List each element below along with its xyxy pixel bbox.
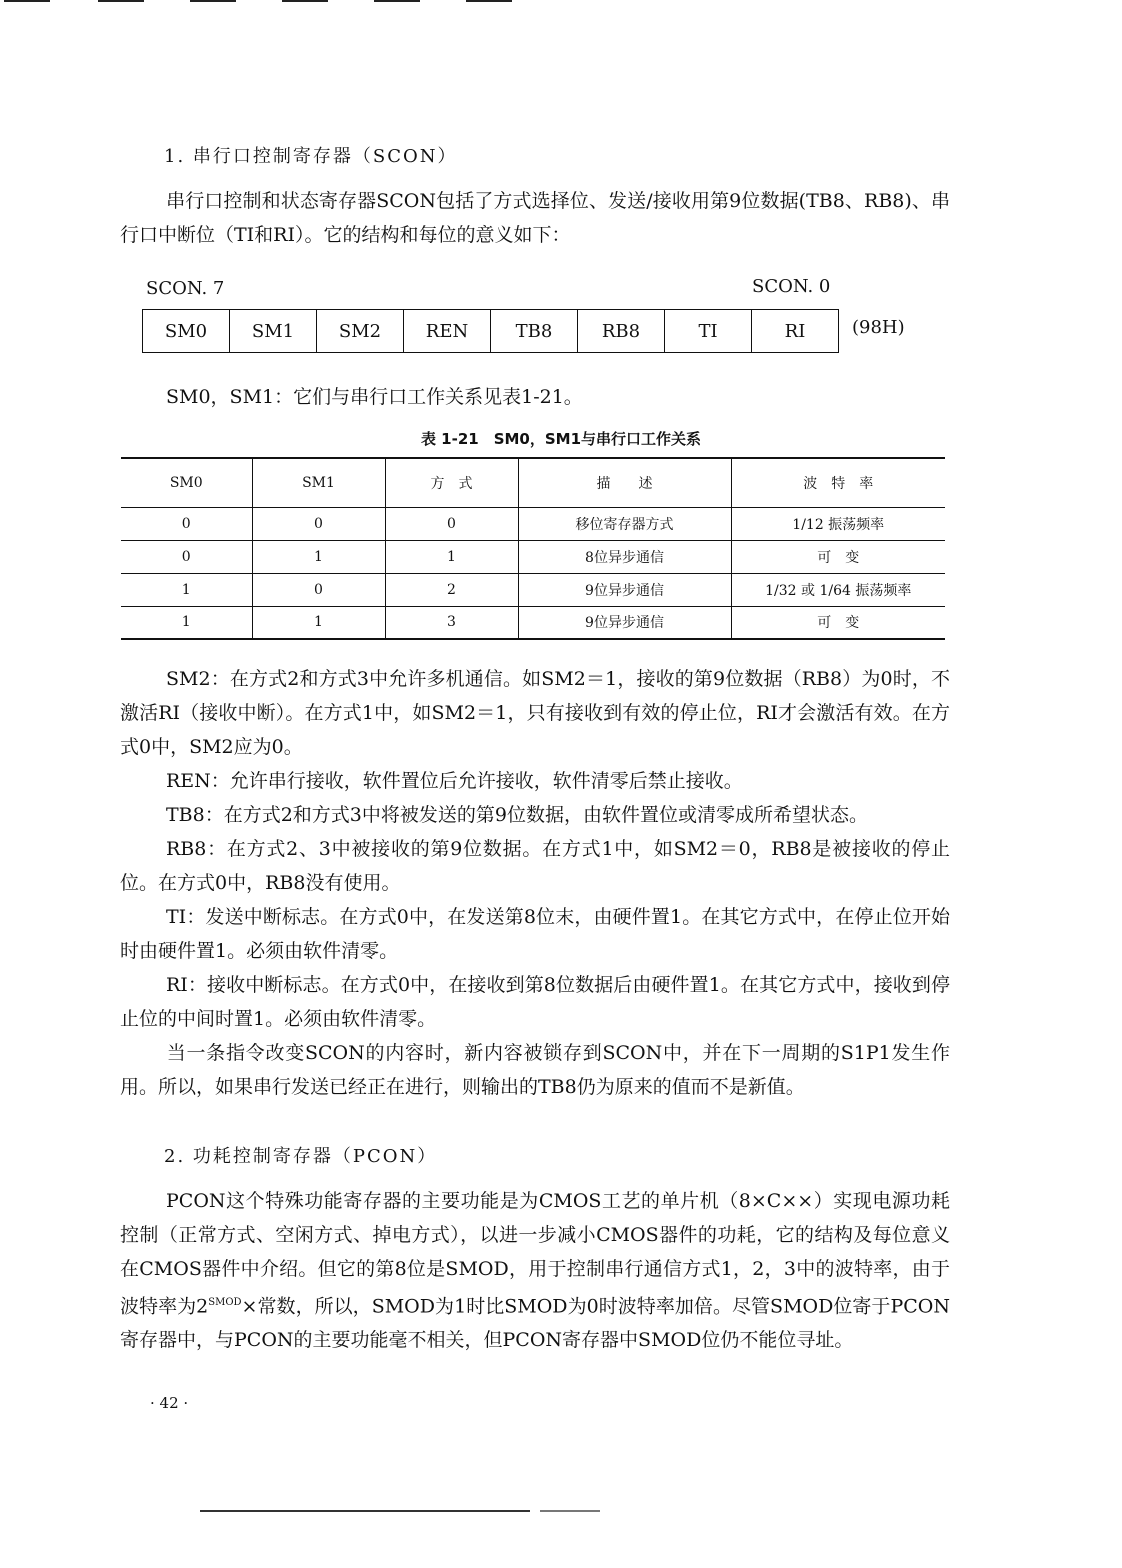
paragraph-sm2: SM2：在方式2和方式3中允许多机通信。如SM2＝1，接收的第9位数据（RB8）为0时，不激活RI（接收中断）。在方式1中，如SM2＝1，只有接收到有效的停止位，RI才会激活有效。在方式0中，SM2应为0。 — [120, 668, 950, 758]
table-header-cell: 方 式 — [385, 458, 518, 507]
scon-intro-paragraph — [120, 184, 950, 252]
table-cell: 0 — [181, 548, 191, 565]
table-header-cell: SM0 — [169, 474, 203, 491]
scon-register-diagram — [142, 309, 839, 353]
scan-artifact-line — [190, 0, 236, 2]
table-cell: 1 — [181, 614, 191, 631]
scan-artifact-line — [282, 0, 328, 2]
section-title-pcon: 2. 功耗控制寄存器（PCON） — [164, 1146, 438, 1167]
paragraph-scon-latch: 当一条指令改变SCON的内容时，新内容被锁存到SCON中，并在下一周期的S1P1发生作用。所以，如果串行发送已经正在进行，则输出的TB8仍为原来的值而不是新值。 — [120, 1042, 950, 1098]
register-bit: SM2 — [317, 310, 404, 352]
register-bit: RB8 — [578, 310, 665, 352]
scan-artifact-line — [200, 1510, 530, 1512]
table-cell: 1 — [181, 581, 191, 598]
scan-artifact-line — [98, 0, 144, 2]
table-caption: 表 1-21 SM0，SM1与串行口工作关系 — [420, 430, 702, 448]
paragraph-tb8: TB8：在方式2和方式3中将被发送的第9位数据，由软件置位或清零成所希望状态。 — [166, 804, 868, 826]
table-cell: 0 — [252, 507, 385, 540]
register-bit: RI — [784, 320, 806, 342]
table-cell: 9位异步通信 — [518, 606, 731, 639]
table-cell: 0 — [181, 515, 191, 532]
paragraph-ri: RI：接收中断标志。在方式0中，在接收到第8位数据后由硬件置1。在其它方式中，接收到停止位的中间时置1。必须由软件清零。 — [120, 974, 950, 1030]
scan-artifact-line — [4, 0, 50, 2]
smod-superscript: SMOD — [208, 1297, 242, 1308]
page-number: · 42 · — [150, 1394, 189, 1412]
pcon-paragraph: PCON这个特殊功能寄存器的主要功能是为CMOS工艺的单片机（8×C××）实现电源功耗控制（正常方式、空闲方式、掉电方式），以进一步减小CMOS器件的功耗，它的结构及每位意义在CMOS器件中介绍。但它的第8位是SMOD，用于控制串行通信方式1，2，3中的波特率，由于波特率为$2^{SMOD}\times$常数，所以，SMOD为1时比SMOD为0时波特率加倍。尽管SMOD位寄于PCON寄存器中，与PCON的主要功能毫不相关，但PCON寄存器中SMOD位仍不能位寻址。 — [120, 1190, 950, 1352]
table-cell: 1/32 或 1/64 振荡频率 — [731, 573, 945, 606]
scon-intro-text: 串行口控制和状态寄存器SCON包括了方式选择位、发送/接收用第9位数据(TB8、RB8)、串行口中断位（TI和RI）。它的结构和每位的意义如下： — [120, 190, 950, 246]
table-row — [121, 573, 945, 606]
register-bit: TB8 — [491, 310, 578, 352]
table-cell: 3 — [385, 606, 518, 639]
register-label-high: SCON. 7 — [146, 278, 225, 299]
table-cell: 1 — [385, 540, 518, 573]
paragraph-ti: TI：发送中断标志。在方式0中，在发送第8位末，由硬件置1。在其它方式中，在停止位开始时由硬件置1。必须由软件清零。 — [120, 906, 950, 962]
table-header-cell: SM1 — [252, 458, 385, 507]
table-header-row — [121, 458, 945, 507]
table-cell: 可 变 — [731, 606, 945, 639]
table-header-cell: 波 特 率 — [731, 458, 945, 507]
table-cell: 9位异步通信 — [518, 573, 731, 606]
table-cell: 1 — [252, 540, 385, 573]
sm-note: SM0，SM1：它们与串行口工作关系见表1-21。 — [166, 386, 583, 408]
register-label-low: SCON. 0 — [752, 276, 831, 297]
table-cell: 2 — [385, 573, 518, 606]
register-bit: TI — [665, 310, 752, 352]
table-header-cell: 描 述 — [518, 458, 731, 507]
table-row — [121, 540, 945, 573]
register-bit: SM0 — [143, 310, 230, 352]
paragraph-ren: REN：允许串行接收，软件置位后允许接收，软件清零后禁止接收。 — [166, 770, 743, 792]
section-title-scon: 1. 串行口控制寄存器（SCON） — [164, 146, 458, 167]
scan-artifact-line — [374, 0, 420, 2]
scan-artifact-line — [466, 0, 512, 2]
table-cell: 移位寄存器方式 — [518, 507, 731, 540]
table-cell: 可 变 — [731, 540, 945, 573]
table-cell: 1 — [252, 606, 385, 639]
register-address: (98H) — [852, 317, 905, 338]
table-cell: 0 — [252, 573, 385, 606]
sm-mode-table — [121, 457, 945, 640]
bit-descriptions — [120, 662, 950, 1104]
table-row — [121, 507, 945, 540]
register-bit: REN — [404, 310, 491, 352]
table-cell: 8位异步通信 — [518, 540, 731, 573]
paragraph-rb8: RB8：在方式2、3中被接收的第9位数据。在方式1中，如SM2＝0，RB8是被接收的停止位。在方式0中，RB8没有使用。 — [120, 838, 950, 894]
table-cell: 1/12 振荡频率 — [731, 507, 945, 540]
table-row — [121, 606, 945, 639]
scan-artifact-line — [540, 1510, 600, 1512]
register-bit: SM1 — [230, 310, 317, 352]
table-cell: 0 — [385, 507, 518, 540]
